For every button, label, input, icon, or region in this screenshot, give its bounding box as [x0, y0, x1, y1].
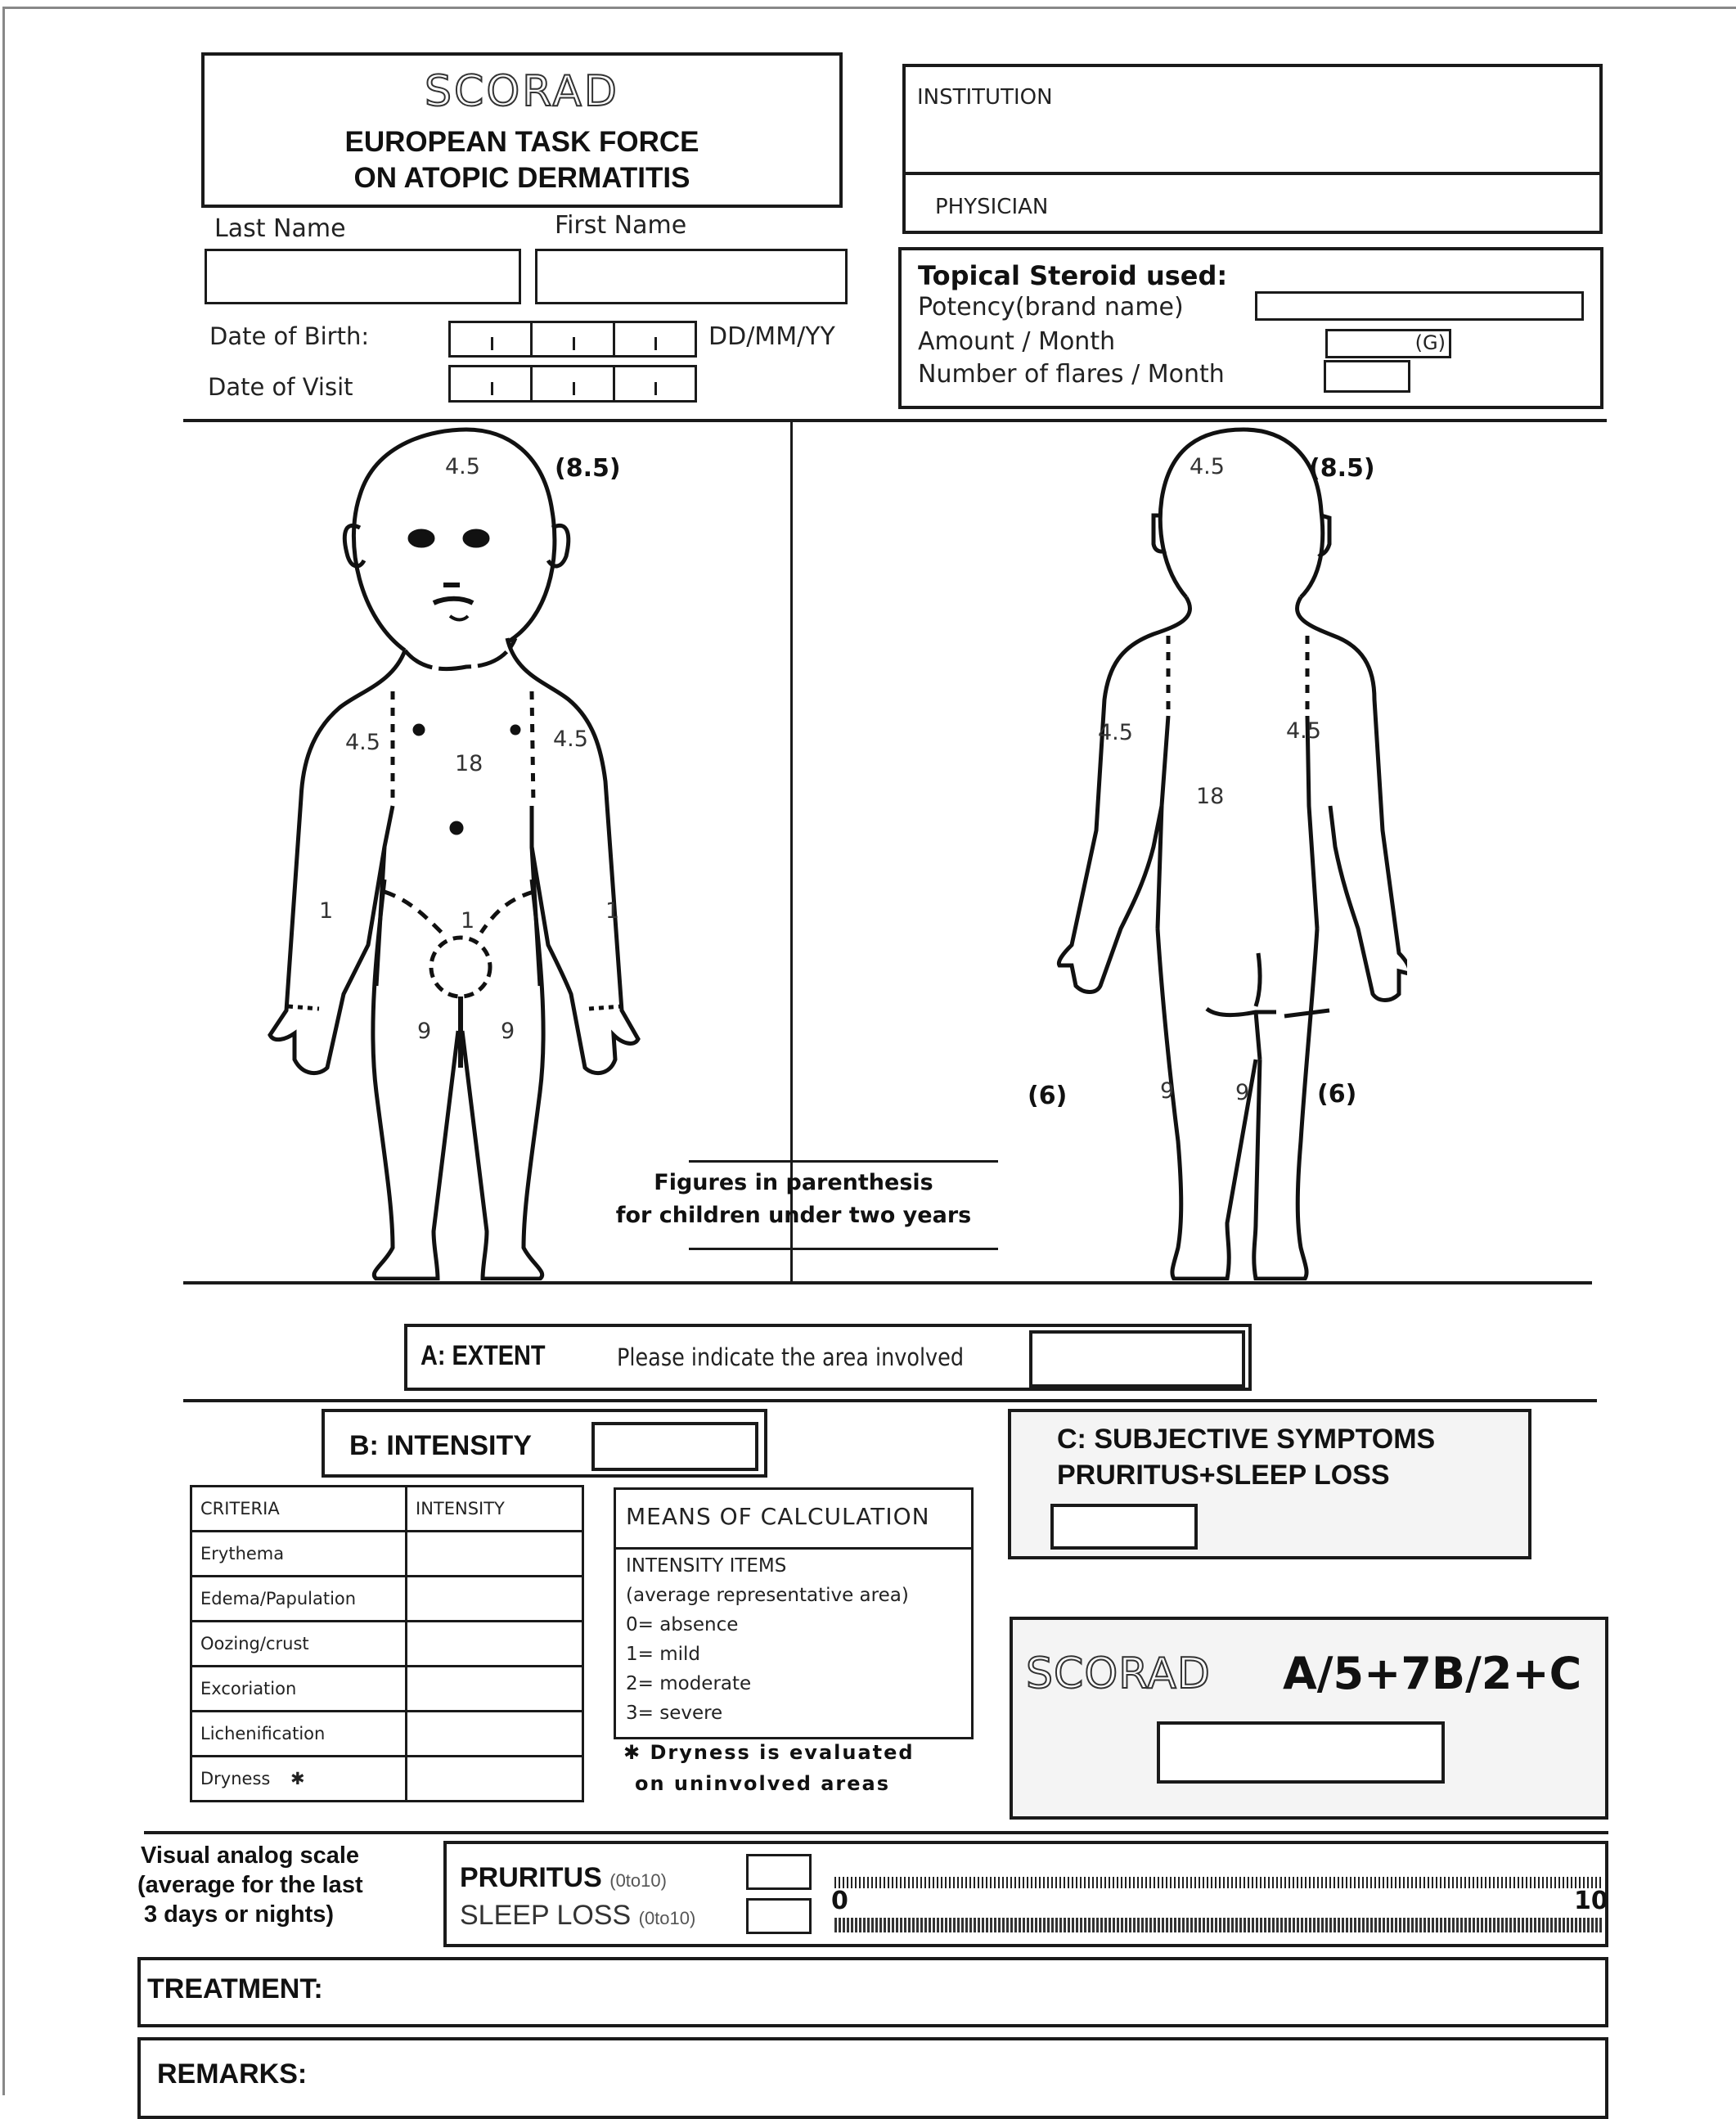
page-border-top	[3, 7, 1736, 9]
dob-day[interactable]	[451, 323, 530, 355]
amount-label: Amount / Month	[918, 327, 1116, 356]
criteria-dryness: Dryness ✱	[191, 1757, 407, 1802]
extent-label: A: EXTENT	[421, 1340, 546, 1371]
front-genitals-value: 1	[461, 908, 475, 934]
visit-date-field[interactable]	[448, 365, 697, 403]
front-trunk-value: 18	[455, 751, 483, 776]
back-right-leg-value: 9	[1235, 1080, 1250, 1105]
table-row	[191, 1667, 583, 1712]
pruritus-label: PRURITUS (0to10)	[460, 1862, 667, 1893]
body-section-divider	[790, 421, 793, 1283]
visit-month[interactable]	[530, 367, 612, 400]
sleep-loss-label: SLEEP LOSS (0to10)	[460, 1900, 696, 1931]
criteria-table	[190, 1485, 584, 1802]
scorad-formula: A/5+7B/2+C	[1283, 1648, 1582, 1699]
page-border-left	[2, 7, 5, 2095]
intensity-header: INTENSITY	[407, 1487, 583, 1532]
means-line-3: 1= mild	[626, 1644, 701, 1665]
amount-field[interactable]	[1325, 329, 1451, 358]
extent-box	[404, 1324, 1252, 1391]
last-name-field[interactable]	[205, 249, 521, 304]
remarks-box[interactable]	[137, 2037, 1608, 2119]
flares-label: Number of flares / Month	[918, 360, 1225, 389]
front-right-leg-value: 9	[501, 1019, 515, 1044]
dryness-footnote-line1: ✱ Dryness is evaluated	[623, 1741, 915, 1764]
extent-field[interactable]	[1029, 1330, 1245, 1388]
treatment-box[interactable]	[137, 1957, 1608, 2027]
dob-month[interactable]	[530, 323, 612, 355]
criteria-edema: Edema/Papulation	[191, 1577, 407, 1622]
flares-field[interactable]	[1324, 360, 1410, 393]
vas-caption-line3: 3 days or nights)	[144, 1901, 335, 1928]
task-force-line1: EUROPEAN TASK FORCE	[344, 126, 699, 158]
means-line-2: 0= absence	[626, 1614, 739, 1635]
sleep-loss-scale-slider[interactable]	[834, 1918, 1603, 1932]
table-row	[191, 1577, 583, 1622]
amount-unit: (G)	[1414, 331, 1446, 354]
front-left-leg-value: 9	[417, 1019, 432, 1044]
table-row	[191, 1622, 583, 1667]
last-name-label: Last Name	[214, 214, 346, 243]
physician-field[interactable]	[906, 175, 1599, 231]
intensity-label: B: INTENSITY	[349, 1430, 532, 1461]
intensity-erythema-field[interactable]	[407, 1532, 583, 1577]
extent-bottom-line	[183, 1399, 1597, 1402]
intensity-total-field[interactable]	[591, 1422, 758, 1471]
subjective-label-line1: C: SUBJECTIVE SYMPTOMS	[1057, 1424, 1436, 1455]
treatment-label: TREATMENT:	[147, 1973, 323, 2004]
back-head-under2-value: (8.5)	[1309, 454, 1375, 483]
steroid-title: Topical Steroid used:	[918, 260, 1228, 291]
scorad-total-box	[1010, 1617, 1608, 1820]
scorad-title: SCORAD	[425, 67, 619, 116]
pruritus-scale-slider[interactable]	[834, 1877, 1603, 1888]
intensity-lichenification-field[interactable]	[407, 1712, 583, 1757]
means-line-1: (average representative area)	[626, 1585, 909, 1606]
dob-format-hint: DD/MM/YY	[708, 322, 835, 351]
means-title: MEANS OF CALCULATION	[626, 1503, 930, 1530]
dob-field[interactable]	[448, 321, 697, 358]
criteria-table-header	[191, 1487, 583, 1532]
vas-box	[443, 1841, 1608, 1947]
title-box	[201, 52, 843, 208]
intensity-oozing-field[interactable]	[407, 1622, 583, 1667]
institution-label: INSTITUTION	[917, 85, 1053, 110]
back-left-arm-value: 4.5	[1098, 720, 1133, 745]
back-trunk-value: 18	[1196, 784, 1225, 809]
back-left-leg-value: 9	[1160, 1078, 1175, 1104]
sleep-loss-range: (0to10)	[638, 1908, 696, 1928]
scale-max-label: 10	[1574, 1887, 1608, 1915]
means-box	[614, 1487, 974, 1739]
subjective-box	[1008, 1409, 1531, 1559]
subjective-field[interactable]	[1050, 1504, 1198, 1550]
first-name-field[interactable]	[535, 249, 848, 304]
means-line-5: 3= severe	[626, 1703, 723, 1724]
intensity-excoriation-field[interactable]	[407, 1667, 583, 1712]
intensity-edema-field[interactable]	[407, 1577, 583, 1622]
pruritus-value-field[interactable]	[746, 1854, 812, 1890]
front-right-arm-value: 4.5	[553, 727, 588, 752]
front-left-arm-value: 4.5	[345, 730, 380, 755]
front-head-under2-value: (8.5)	[555, 454, 621, 483]
front-right-hand-value: 1	[605, 898, 620, 924]
extent-instruction: Please indicate the area involved	[617, 1343, 965, 1371]
body-section-bottom-line	[183, 1281, 1592, 1284]
scale-min-label: 0	[831, 1887, 848, 1915]
vas-top-line	[144, 1831, 1608, 1834]
front-head-value: 4.5	[445, 454, 480, 479]
criteria-header: CRITERIA	[191, 1487, 407, 1532]
vas-caption-line1: Visual analog scale	[141, 1842, 360, 1869]
steroid-box	[898, 247, 1603, 409]
potency-label: Potency(brand name)	[918, 293, 1184, 322]
sleep-loss-value-field[interactable]	[746, 1898, 812, 1934]
institution-box	[902, 64, 1603, 234]
visit-date-label: Date of Visit	[208, 373, 353, 401]
institution-field[interactable]	[906, 67, 1599, 172]
back-right-leg-under2-value: (6)	[1317, 1080, 1357, 1109]
means-line-0: INTENSITY ITEMS	[626, 1555, 787, 1577]
table-row	[191, 1757, 583, 1802]
table-row	[191, 1532, 583, 1577]
intensity-dryness-field[interactable]	[407, 1757, 583, 1802]
criteria-erythema: Erythema	[191, 1532, 407, 1577]
physician-label: PHYSICIAN	[935, 195, 1049, 219]
intensity-box	[322, 1409, 767, 1478]
criteria-excoriation: Excoriation	[191, 1667, 407, 1712]
back-right-arm-value: 4.5	[1286, 718, 1321, 744]
back-head-value: 4.5	[1190, 454, 1225, 479]
potency-field[interactable]	[1255, 291, 1584, 321]
front-left-hand-value: 1	[319, 898, 334, 924]
first-name-label: First Name	[555, 211, 687, 240]
criteria-lichenification: Lichenification	[191, 1712, 407, 1757]
back-left-leg-under2-value: (6)	[1028, 1082, 1068, 1110]
back-body-figure[interactable]	[1039, 421, 1407, 1280]
note-bottom-line	[689, 1248, 998, 1250]
visit-year[interactable]	[613, 367, 695, 400]
table-row	[191, 1712, 583, 1757]
dryness-footnote-line2: on uninvolved areas	[635, 1772, 891, 1795]
scorad-total-title: SCORAD	[1026, 1649, 1211, 1698]
asterisk-icon: ✱	[290, 1769, 305, 1788]
parenthesis-note-line1: Figures in parenthesis	[654, 1170, 933, 1195]
means-divider	[616, 1547, 971, 1550]
note-top-line	[689, 1160, 998, 1163]
vas-caption-line2: (average for the last	[137, 1872, 363, 1898]
pruritus-range: (0to10)	[609, 1870, 667, 1891]
parenthesis-note-line2: for children under two years	[615, 1203, 972, 1228]
means-line-4: 2= moderate	[626, 1673, 752, 1694]
front-body-figure[interactable]	[262, 421, 654, 1280]
scorad-total-field[interactable]	[1157, 1721, 1445, 1784]
remarks-label: REMARKS:	[157, 2058, 308, 2090]
task-force-line2: ON ATOPIC DERMATITIS	[353, 162, 690, 194]
criteria-oozing: Oozing/crust	[191, 1622, 407, 1667]
visit-day[interactable]	[451, 367, 530, 400]
subjective-label-line2: PRURITUS+SLEEP LOSS	[1057, 1460, 1390, 1491]
dob-year[interactable]	[613, 323, 695, 355]
dob-label: Date of Birth:	[209, 322, 370, 350]
